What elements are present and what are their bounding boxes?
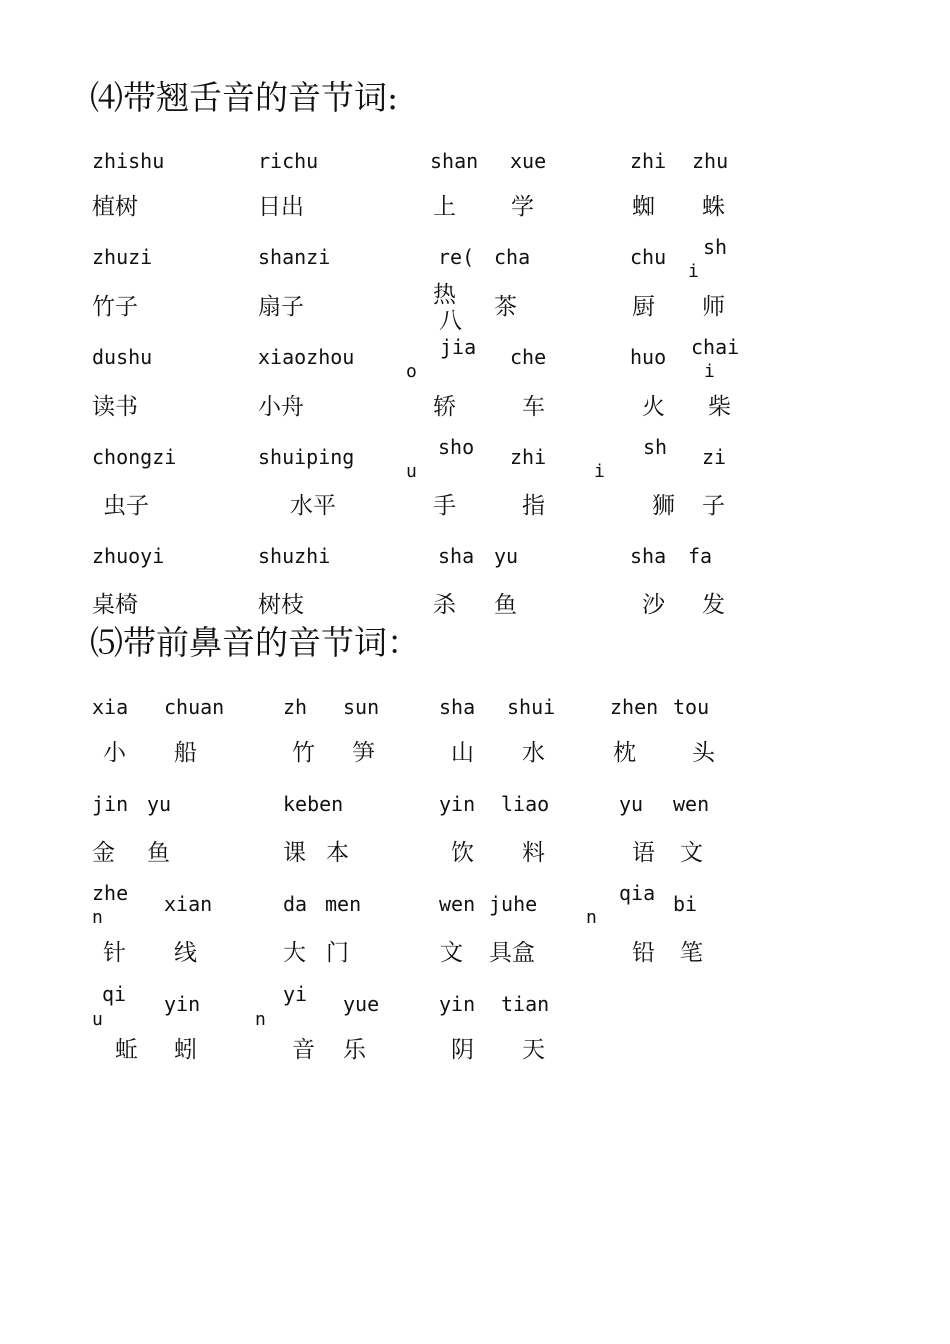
- hanzi: 发: [702, 592, 725, 618]
- hanzi: 鱼: [147, 840, 170, 866]
- pinyin: qi: [102, 982, 127, 1006]
- hanzi: 读书: [92, 394, 138, 420]
- pinyin: da: [283, 892, 308, 916]
- pinyin: zhi: [510, 445, 547, 469]
- pinyin: xiaozhou: [258, 345, 355, 369]
- pinyin: yu: [619, 792, 644, 816]
- pinyin-fragment: i: [594, 461, 605, 482]
- pinyin: dushu: [92, 345, 153, 369]
- pinyin: jia: [440, 335, 477, 359]
- hanzi: 饮: [451, 840, 474, 866]
- hanzi: 竹: [292, 740, 315, 766]
- hanzi: 植树: [92, 194, 138, 220]
- pinyin: zhe: [92, 881, 129, 905]
- hanzi: 线: [174, 940, 197, 966]
- pinyin: yin: [439, 992, 476, 1016]
- pinyin: yi: [283, 982, 308, 1006]
- hanzi: 蜘: [632, 194, 655, 220]
- pinyin: wen: [439, 892, 476, 916]
- pinyin: zi: [702, 445, 727, 469]
- pinyin: cha: [494, 245, 531, 269]
- pinyin: jin: [92, 792, 129, 816]
- hanzi: 文: [680, 840, 703, 866]
- hanzi: 枕: [613, 740, 636, 766]
- hanzi: 文: [440, 940, 463, 966]
- hanzi: 铅: [632, 940, 655, 966]
- pinyin: yu: [147, 792, 172, 816]
- hanzi: 音: [292, 1037, 315, 1063]
- hanzi: 语: [632, 840, 655, 866]
- pinyin: zhuzi: [92, 245, 153, 269]
- hanzi: 具盒: [489, 940, 535, 966]
- pinyin: xia: [92, 695, 129, 719]
- hanzi: 蛛: [702, 194, 725, 220]
- hanzi: 杀: [433, 592, 456, 618]
- hanzi: 针: [103, 940, 126, 966]
- pinyin: zhuoyi: [92, 544, 165, 568]
- pinyin: zh: [283, 695, 308, 719]
- hanzi: 水: [522, 740, 545, 766]
- hanzi: 蚯: [115, 1037, 138, 1063]
- pinyin: chongzi: [92, 445, 177, 469]
- pinyin: sho: [438, 435, 475, 459]
- hanzi: 八: [439, 308, 462, 334]
- pinyin: shuzhi: [258, 544, 331, 568]
- pinyin: qia: [619, 881, 656, 905]
- hanzi: 船: [174, 740, 197, 766]
- hanzi: 水平: [290, 493, 336, 519]
- hanzi: 笋: [352, 740, 375, 766]
- hanzi: 树枝: [258, 592, 304, 618]
- pinyin-fragment: n: [92, 907, 103, 928]
- pinyin: tou: [673, 695, 710, 719]
- hanzi: 车: [522, 394, 545, 420]
- pinyin: xue: [510, 149, 547, 173]
- pinyin: men: [325, 892, 362, 916]
- pinyin: richu: [258, 149, 319, 173]
- hanzi: 蚓: [174, 1037, 197, 1063]
- hanzi: 茶: [494, 294, 517, 320]
- hanzi: 虫子: [103, 493, 149, 519]
- hanzi: 头: [692, 740, 715, 766]
- hanzi: 日出: [258, 194, 304, 220]
- hanzi: 上: [433, 194, 456, 220]
- pinyin: shan: [430, 149, 479, 173]
- section4-heading: ⑷带翘舌音的音节词:: [90, 78, 399, 117]
- hanzi: 鱼: [494, 592, 517, 618]
- section5-heading: ⑸带前鼻音的音节词：: [90, 623, 420, 662]
- pinyin: che: [510, 345, 547, 369]
- hanzi: 师: [702, 294, 725, 320]
- hanzi: 狮: [652, 493, 675, 519]
- hanzi: 厨: [632, 294, 655, 320]
- pinyin: chuan: [164, 695, 225, 719]
- hanzi: 竹子: [92, 294, 138, 320]
- hanzi: 沙: [642, 592, 665, 618]
- pinyin-fragment: n: [255, 1009, 266, 1030]
- pinyin: sh: [643, 435, 668, 459]
- pinyin-fragment: o: [406, 361, 417, 382]
- pinyin: shuiping: [258, 445, 355, 469]
- pinyin: zhen: [610, 695, 659, 719]
- hanzi: 扇子: [258, 294, 304, 320]
- hanzi: 大: [283, 940, 306, 966]
- hanzi: 课: [283, 840, 306, 866]
- hanzi: 本: [326, 840, 349, 866]
- hanzi: 指: [522, 493, 545, 519]
- pinyin: shui: [507, 695, 556, 719]
- hanzi: 热: [433, 282, 456, 308]
- hanzi: 阴: [451, 1037, 474, 1063]
- pinyin: re(: [438, 245, 475, 269]
- pinyin: wen: [673, 792, 710, 816]
- pinyin: shanzi: [258, 245, 331, 269]
- hanzi: 料: [522, 840, 545, 866]
- hanzi: 柴: [708, 394, 731, 420]
- hanzi: 轿: [433, 394, 456, 420]
- pinyin: sha: [630, 544, 667, 568]
- pinyin-fragment: i: [688, 261, 699, 282]
- pinyin-fragment: u: [92, 1009, 103, 1030]
- pinyin-fragment: u: [406, 461, 417, 482]
- pinyin: fa: [688, 544, 713, 568]
- pinyin: sun: [343, 695, 380, 719]
- pinyin: juhe: [489, 892, 538, 916]
- pinyin: chai: [691, 335, 740, 359]
- pinyin: sh: [703, 235, 728, 259]
- pinyin: tian: [501, 992, 550, 1016]
- pinyin: sha: [439, 695, 476, 719]
- pinyin: liao: [501, 792, 550, 816]
- hanzi: 火: [642, 394, 665, 420]
- hanzi: 金: [92, 840, 115, 866]
- pinyin: bi: [673, 892, 698, 916]
- pinyin: zhishu: [92, 149, 165, 173]
- hanzi: 小舟: [258, 394, 304, 420]
- pinyin: yue: [343, 992, 380, 1016]
- hanzi: 天: [522, 1037, 545, 1063]
- hanzi: 小: [103, 740, 126, 766]
- hanzi: 手: [433, 493, 456, 519]
- pinyin: huo: [630, 345, 667, 369]
- hanzi: 山: [451, 740, 474, 766]
- pinyin-fragment: i: [704, 361, 715, 382]
- pinyin: yu: [494, 544, 519, 568]
- pinyin: zhu: [692, 149, 729, 173]
- pinyin: chu: [630, 245, 667, 269]
- pinyin: zhi: [630, 149, 667, 173]
- pinyin: sha: [438, 544, 475, 568]
- pinyin: yin: [439, 792, 476, 816]
- hanzi: 子: [702, 493, 725, 519]
- hanzi: 桌椅: [92, 592, 138, 618]
- pinyin: xian: [164, 892, 213, 916]
- pinyin: yin: [164, 992, 201, 1016]
- hanzi: 学: [511, 194, 534, 220]
- hanzi: 笔: [680, 940, 703, 966]
- pinyin-fragment: n: [586, 907, 597, 928]
- hanzi: 乐: [343, 1037, 366, 1063]
- pinyin: keben: [283, 792, 344, 816]
- hanzi: 门: [326, 940, 349, 966]
